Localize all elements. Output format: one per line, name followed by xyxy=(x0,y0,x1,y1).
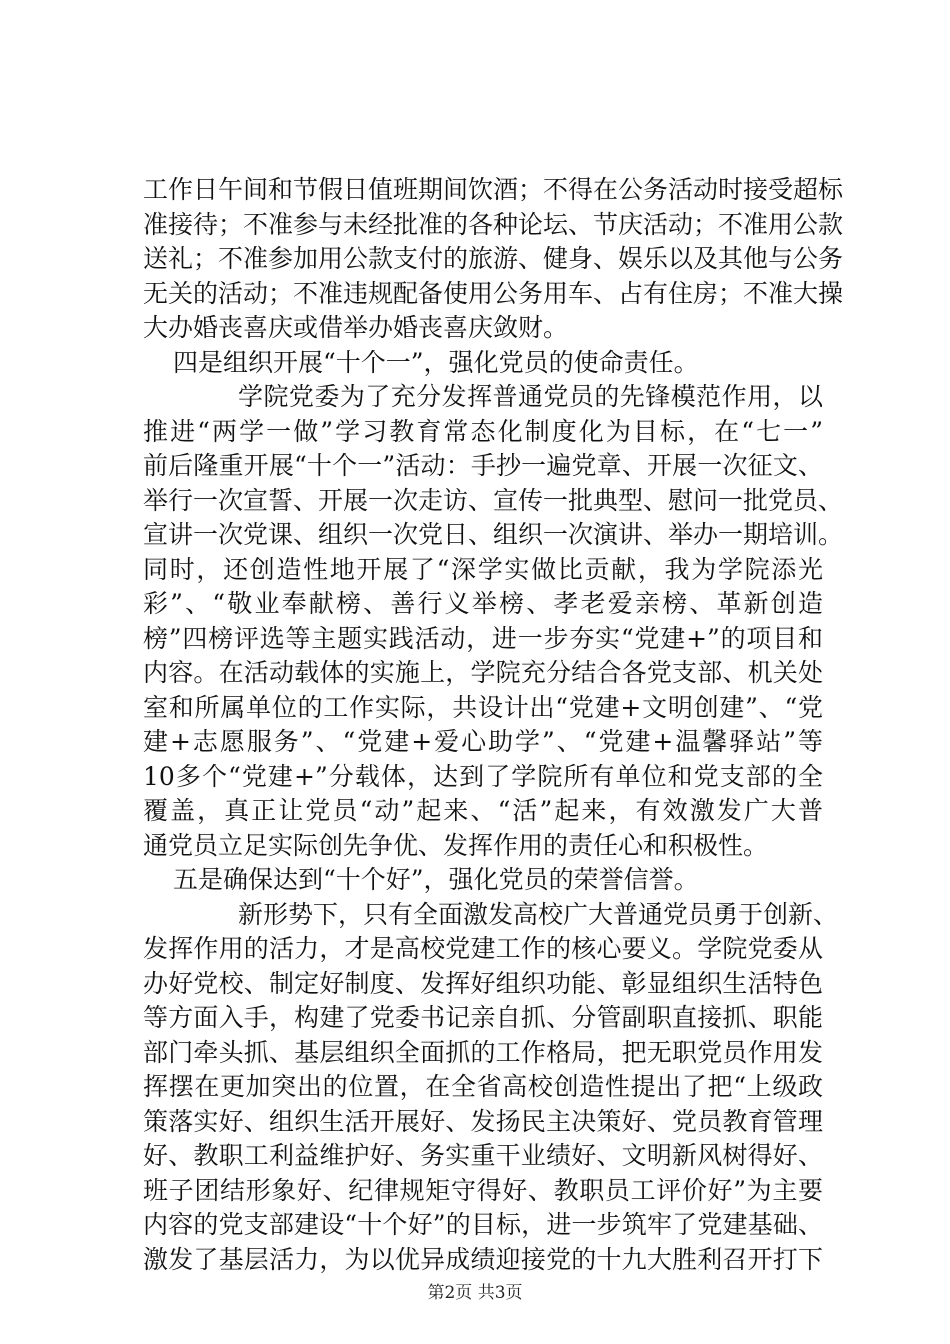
text-line: 同时，还创造性地开展了“深学实做比贡献，我为学院添光 xyxy=(143,554,823,584)
text-line: 10多个“党建+”分载体，达到了学院所有单位和党支部的全 xyxy=(143,761,823,791)
text-line: 通党员立足实际创先争优、发挥作用的责任心和积极性。 xyxy=(143,830,769,860)
text-line: 等方面入手，构建了党委书记亲自抓、分管副职直接抓、职能 xyxy=(143,1003,823,1032)
section-heading: 五是确保达到“十个好”，强化党员的荣誉信誉。 xyxy=(173,865,699,894)
text-line: 举行一次宣誓、开展一次走访、宣传一批典型、慰问一批党员、 xyxy=(143,485,844,515)
text-line: 内容的党支部建设“十个好”的目标，进一步筑牢了党建基础、 xyxy=(143,1210,823,1239)
text-line: 彩”、“敬业奉献榜、善行义举榜、孝老爱亲榜、革新创造 xyxy=(143,589,823,618)
text-line: 办好党校、制定好制度、发挥好组织功能、彰显组织生活特色 xyxy=(143,968,823,998)
text-line: 部门牵头抓、基层组织全面抓的工作格局，把无职党员作用发 xyxy=(143,1037,823,1067)
page-footer xyxy=(0,1282,950,1304)
text-line: 宣讲一次党课、组织一次党日、组织一次演讲、举办一期培训。 xyxy=(143,520,844,549)
text-line: 挥摆在更加突出的位置，在全省高校创造性提出了把“上级政 xyxy=(143,1072,823,1101)
text-line: 推进“两学一做”学习教育常态化制度化为目标，在“七一” xyxy=(143,416,823,446)
text-line: 新形势下，只有全面激发高校广大普通党员勇于创新、 xyxy=(238,899,839,929)
text-line: 无关的活动；不准违规配备使用公务用车、占有住房；不准大操 xyxy=(143,278,844,308)
text-line: 前后隆重开展“十个一”活动：手抄一遍党章、开展一次征文、 xyxy=(143,451,823,480)
text-line: 大办婚丧喜庆或借举办婚丧喜庆敛财。 xyxy=(143,313,569,342)
text-line: 学院党委为了充分发挥普通党员的先锋模范作用，以 xyxy=(238,382,823,411)
text-line: 室和所属单位的工作实际，共设计出“党建+文明创建”、“党 xyxy=(143,692,823,722)
text-line: 班子团结形象好、纪律规矩守得好、教职员工评价好”为主要 xyxy=(143,1175,823,1205)
text-line: 发挥作用的活力，才是高校党建工作的核心要义。学院党委从 xyxy=(143,934,823,963)
text-line: 激发了基层活力，为以优异成绩迎接党的十九大胜利召开打下 xyxy=(143,1244,823,1274)
text-line: 建+志愿服务”、“党建+爱心助学”、“党建+温馨驿站”等 xyxy=(143,727,823,756)
page-number: 第2页 共3页 xyxy=(427,1283,523,1303)
section-heading: 四是组织开展“十个一”，强化党员的使命责任。 xyxy=(173,347,699,377)
text-line: 准接待；不准参与未经批准的各种论坛、节庆活动；不准用公款 xyxy=(143,209,844,239)
text-line: 策落实好、组织生活开展好、发扬民主决策好、党员教育管理 xyxy=(143,1106,823,1136)
text-line: 内容。在活动载体的实施上，学院充分结合各党支部、机关处 xyxy=(143,658,823,687)
text-line: 覆盖，真正让党员“动”起来、“活”起来，有效激发广大普 xyxy=(143,796,823,825)
document-body xyxy=(143,173,844,1277)
text-line: 好、教职工利益维护好、务实重干业绩好、文明新风树得好、 xyxy=(143,1141,823,1170)
text-line: 送礼；不准参加用公款支付的旅游、健身、娱乐以及其他与公务 xyxy=(143,244,844,273)
text-line: 榜”四榜评选等主题实践活动，进一步夯实“党建+”的项目和 xyxy=(143,623,823,653)
text-line: 工作日午间和节假日值班期间饮酒；不得在公务活动时接受超标 xyxy=(143,175,844,204)
